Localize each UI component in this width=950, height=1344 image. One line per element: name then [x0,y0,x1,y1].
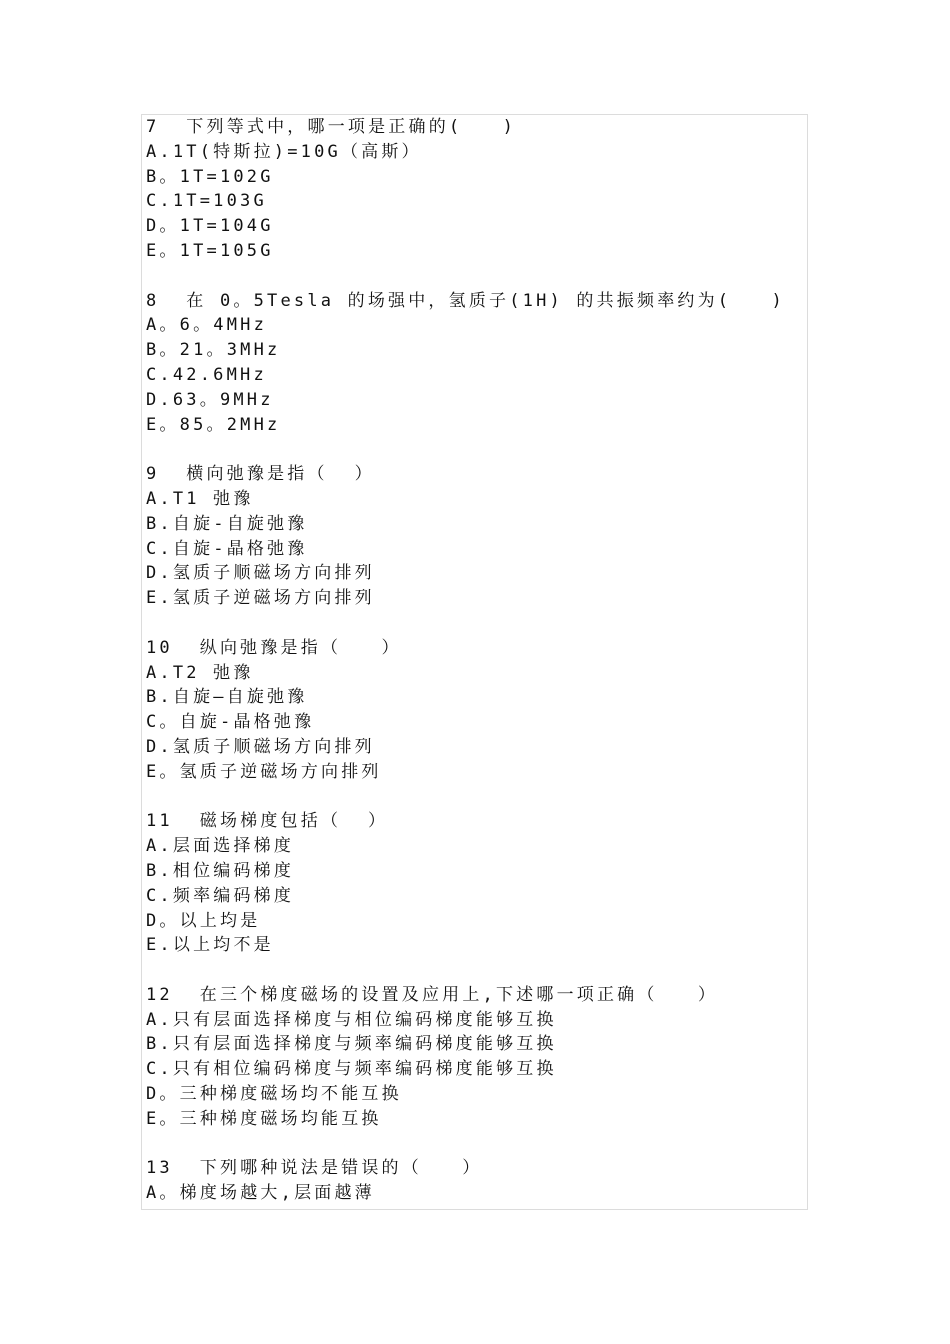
option-e: E。85。2MHz [146,414,281,435]
option-a: A.1T(特斯拉)=10G（高斯） [146,141,422,162]
option-e: E。氢质子逆磁场方向排列 [146,761,382,782]
option-e: E.氢质子逆磁场方向排列 [146,588,375,609]
question-stem: 12 在三个梯度磁场的设置及应用上,下述哪一项正确（ ） [146,984,719,1005]
option-c: C.频率编码梯度 [146,885,295,906]
option-a: A。梯度场越大,层面越薄 [146,1183,375,1204]
option-b: B。1T=102G [146,166,274,187]
option-a: A.T2 弛豫 [146,662,254,683]
question-12 [146,983,807,1132]
question-stem: 10 纵向弛豫是指（ ） [146,637,402,658]
option-a: A.T1 弛豫 [146,488,254,509]
question-11 [146,809,807,958]
option-b: B。21。3MHz [146,340,281,361]
option-a: A.只有层面选择梯度与相位编码梯度能够互换 [146,1009,557,1030]
question-stem: 11 磁场梯度包括（ ） [146,811,389,832]
option-d: D。以上均是 [146,910,261,931]
option-a: A.层面选择梯度 [146,836,295,857]
question-stem: 8 在 0。5Tesla 的场强中，氢质子(1H) 的共振频率约为( ) [146,290,785,311]
document-page [141,114,808,1210]
option-d: D。1T=104G [146,216,274,237]
option-d: D.63。9MHz [146,389,274,410]
option-b: B.只有层面选择梯度与频率编码梯度能够互换 [146,1034,557,1055]
option-d: D。三种梯度磁场均不能互换 [146,1084,402,1105]
question-13 [146,1156,807,1206]
question-9 [146,462,807,611]
option-b: B.相位编码梯度 [146,860,295,881]
option-e: E。三种梯度磁场均能互换 [146,1108,382,1129]
option-c: C.1T=103G [146,191,267,212]
option-b: B.自旋—自旋弛豫 [146,687,308,708]
question-stem: 13 下列哪种说法是错误的（ ） [146,1158,483,1179]
question-8 [146,289,807,438]
option-b: B.自旋-自旋弛豫 [146,513,308,534]
option-d: D.氢质子顺磁场方向排列 [146,736,375,757]
option-c: C.只有相位编码梯度与频率编码梯度能够互换 [146,1059,557,1080]
question-stem: 7 下列等式中，哪一项是正确的( ) [146,117,517,137]
question-list [146,115,807,1210]
option-d: D.氢质子顺磁场方向排列 [146,563,375,584]
option-a: A。6。4MHz [146,315,268,336]
option-c: C.自旋-晶格弛豫 [146,538,308,559]
option-e: E。1T=105G [146,240,274,261]
option-c: C.42.6MHz [146,364,267,385]
option-c: C。自旋-晶格弛豫 [146,712,315,733]
question-7 [146,115,807,264]
question-stem: 9 横向弛豫是指（ ） [146,464,375,485]
option-e: E.以上均不是 [146,935,274,956]
question-10 [146,636,807,785]
